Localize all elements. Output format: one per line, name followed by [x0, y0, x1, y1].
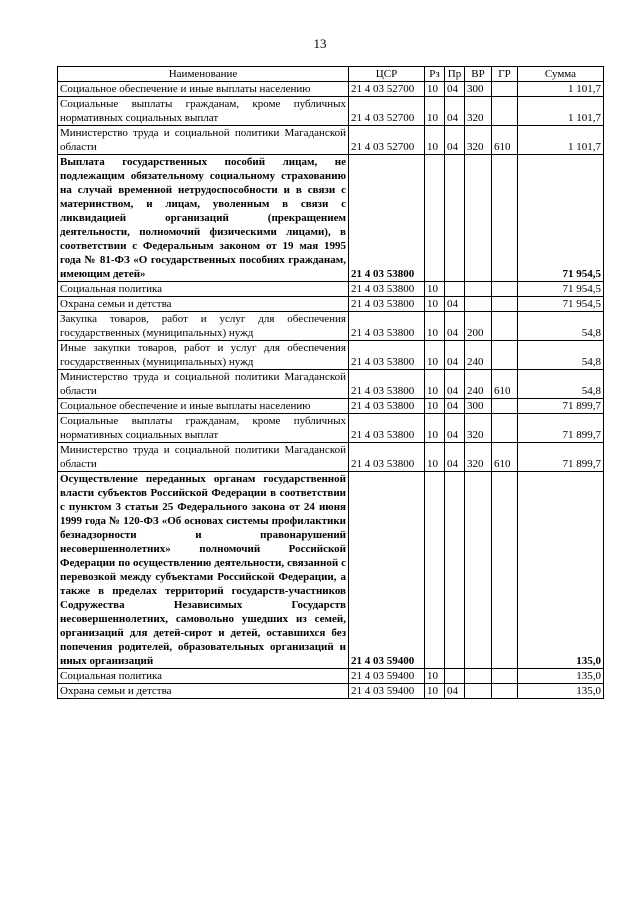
- cell-rz: [425, 155, 445, 282]
- cell-vr: 240: [465, 370, 492, 399]
- cell-csr: 21 4 03 53800: [349, 282, 425, 297]
- table-header-row: [58, 67, 604, 82]
- cell-sum: 71 954,5: [518, 155, 604, 282]
- cell-pr: 04: [445, 399, 465, 414]
- cell-gr: [492, 82, 518, 97]
- cell-gr: [492, 282, 518, 297]
- cell-vr: [465, 684, 492, 699]
- cell-csr: 21 4 03 59400: [349, 669, 425, 684]
- cell-csr: 21 4 03 52700: [349, 82, 425, 97]
- cell-pr: [445, 155, 465, 282]
- cell-name: Министерство труда и социальной политики Магаданской области: [58, 370, 349, 399]
- page-number: 13: [313, 36, 327, 51]
- cell-gr: 610: [492, 443, 518, 472]
- cell-gr: 610: [492, 126, 518, 155]
- cell-name: Охрана семьи и детства: [58, 297, 349, 312]
- header-rz: Рз: [425, 67, 445, 82]
- cell-name: Социальное обеспечение и иные выплаты населению: [58, 399, 349, 414]
- cell-sum: 1 101,7: [518, 82, 604, 97]
- cell-name: Социальная политика: [58, 669, 349, 684]
- header-vr: ВР: [465, 67, 492, 82]
- cell-vr: [465, 155, 492, 282]
- cell-sum: 71 899,7: [518, 399, 604, 414]
- cell-rz: 10: [425, 669, 445, 684]
- cell-gr: [492, 669, 518, 684]
- table-row: [58, 414, 604, 443]
- cell-sum: 54,8: [518, 341, 604, 370]
- cell-sum: 54,8: [518, 370, 604, 399]
- cell-rz: 10: [425, 684, 445, 699]
- cell-csr: 21 4 03 52700: [349, 97, 425, 126]
- cell-name: Социальное обеспечение и иные выплаты населению: [58, 82, 349, 97]
- cell-name: Иные закупки товаров, работ и услуг для обеспечения государственных (муниципальных) нужд: [58, 341, 349, 370]
- cell-name: Выплата государственных пособий лицам, не подлежащим обязательному социальному страхованию на случай временной нетрудоспособности и в связи с материнством, и лицам, уволенным в связи с ликвидацией организаций (прекращением деятельности, полномочий физическими лицами), в соответствии с Федеральным законом от 19 мая 1995 года № 81-ФЗ «О государственных пособиях гражданам, имеющим детей»: [58, 155, 349, 282]
- cell-name: Охрана семьи и детства: [58, 684, 349, 699]
- cell-rz: 10: [425, 399, 445, 414]
- cell-gr: [492, 472, 518, 669]
- table-row: [58, 341, 604, 370]
- cell-sum: 1 101,7: [518, 97, 604, 126]
- cell-rz: 10: [425, 126, 445, 155]
- table-row: [58, 443, 604, 472]
- table-row: [58, 312, 604, 341]
- cell-csr: 21 4 03 53800: [349, 341, 425, 370]
- cell-rz: 10: [425, 82, 445, 97]
- cell-pr: 04: [445, 312, 465, 341]
- cell-pr: 04: [445, 414, 465, 443]
- header-name: Наименование: [58, 67, 349, 82]
- cell-vr: 200: [465, 312, 492, 341]
- cell-csr: 21 4 03 53800: [349, 312, 425, 341]
- cell-pr: 04: [445, 297, 465, 312]
- table-row: [58, 370, 604, 399]
- table-body: [58, 82, 604, 699]
- cell-sum: 71 899,7: [518, 443, 604, 472]
- cell-sum: 135,0: [518, 669, 604, 684]
- cell-vr: 320: [465, 97, 492, 126]
- cell-sum: 71 954,5: [518, 282, 604, 297]
- cell-sum: 71 899,7: [518, 414, 604, 443]
- cell-vr: [465, 282, 492, 297]
- cell-pr: 04: [445, 684, 465, 699]
- cell-vr: [465, 297, 492, 312]
- table-row: [58, 155, 604, 282]
- cell-vr: 320: [465, 443, 492, 472]
- header-sum: Сумма: [518, 67, 604, 82]
- cell-csr: 21 4 03 53800: [349, 399, 425, 414]
- cell-sum: 1 101,7: [518, 126, 604, 155]
- table-row: [58, 82, 604, 97]
- cell-pr: 04: [445, 82, 465, 97]
- cell-gr: [492, 399, 518, 414]
- cell-rz: [425, 472, 445, 669]
- table-row: [58, 97, 604, 126]
- cell-vr: 300: [465, 399, 492, 414]
- table-row: [58, 126, 604, 155]
- cell-gr: [492, 341, 518, 370]
- cell-csr: 21 4 03 59400: [349, 684, 425, 699]
- cell-rz: 10: [425, 282, 445, 297]
- cell-pr: [445, 669, 465, 684]
- cell-csr: 21 4 03 53800: [349, 297, 425, 312]
- cell-name: Социальные выплаты гражданам, кроме публичных нормативных социальных выплат: [58, 97, 349, 126]
- cell-vr: [465, 669, 492, 684]
- table-row: [58, 399, 604, 414]
- cell-vr: 240: [465, 341, 492, 370]
- cell-gr: 610: [492, 370, 518, 399]
- cell-vr: 320: [465, 126, 492, 155]
- header-gr: ГР: [492, 67, 518, 82]
- cell-rz: 10: [425, 370, 445, 399]
- cell-sum: 135,0: [518, 472, 604, 669]
- cell-csr: 21 4 03 53800: [349, 155, 425, 282]
- cell-gr: [492, 414, 518, 443]
- cell-pr: 04: [445, 443, 465, 472]
- cell-sum: 135,0: [518, 684, 604, 699]
- cell-pr: 04: [445, 126, 465, 155]
- table-row: [58, 297, 604, 312]
- cell-name: Осуществление переданных органам государственной власти субъектов Российской Федерации в соответствии с пунктом 3 статьи 25 Федерального закона от 24 июня 1999 года № 120-ФЗ «Об основах системы профилактики безнадзорности и правонарушений несовершеннолетних» полномочий Российской Федерации по осуществлению деятельности, связанной с перевозкой между субъектами Российской Федерации, а также в пределах территорий государств-участников Содружества Независимых Государств несовершеннолетних, самовольно ушедших из семей, организаций для детей-сирот и детей, оставшихся без попечения родителей, образовательных организаций и иных организаций: [58, 472, 349, 669]
- cell-name: Министерство труда и социальной политики Магаданской области: [58, 126, 349, 155]
- cell-name: Закупка товаров, работ и услуг для обеспечения государственных (муниципальных) нужд: [58, 312, 349, 341]
- cell-gr: [492, 155, 518, 282]
- cell-sum: 54,8: [518, 312, 604, 341]
- cell-vr: 300: [465, 82, 492, 97]
- cell-pr: [445, 282, 465, 297]
- cell-csr: 21 4 03 53800: [349, 370, 425, 399]
- cell-gr: [492, 97, 518, 126]
- cell-csr: 21 4 03 59400: [349, 472, 425, 669]
- cell-rz: 10: [425, 297, 445, 312]
- cell-name: Социальная политика: [58, 282, 349, 297]
- cell-name: Министерство труда и социальной политики Магаданской области: [58, 443, 349, 472]
- table-row: [58, 472, 604, 669]
- cell-sum: 71 954,5: [518, 297, 604, 312]
- table-row: [58, 282, 604, 297]
- cell-rz: 10: [425, 97, 445, 126]
- cell-rz: 10: [425, 443, 445, 472]
- cell-rz: 10: [425, 341, 445, 370]
- table-row: [58, 684, 604, 699]
- budget-table: [57, 66, 604, 699]
- cell-pr: [445, 472, 465, 669]
- header-pr: Пр: [445, 67, 465, 82]
- cell-pr: 04: [445, 370, 465, 399]
- cell-rz: 10: [425, 312, 445, 341]
- table-row: [58, 669, 604, 684]
- cell-csr: 21 4 03 53800: [349, 414, 425, 443]
- cell-vr: 320: [465, 414, 492, 443]
- cell-csr: 21 4 03 52700: [349, 126, 425, 155]
- cell-name: Социальные выплаты гражданам, кроме публичных нормативных социальных выплат: [58, 414, 349, 443]
- cell-pr: 04: [445, 341, 465, 370]
- cell-csr: 21 4 03 53800: [349, 443, 425, 472]
- header-csr: ЦСР: [349, 67, 425, 82]
- cell-gr: [492, 684, 518, 699]
- cell-vr: [465, 472, 492, 669]
- cell-rz: 10: [425, 414, 445, 443]
- cell-gr: [492, 297, 518, 312]
- cell-pr: 04: [445, 97, 465, 126]
- cell-gr: [492, 312, 518, 341]
